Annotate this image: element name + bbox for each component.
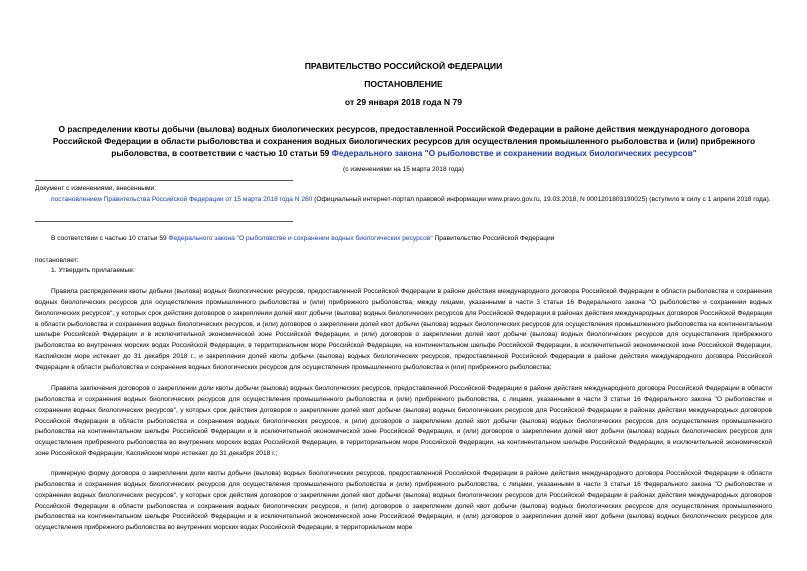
preamble xyxy=(35,234,772,245)
amendment-link[interactable]: постановлением Правительства Российской Федерации от 15 марта 2018 года N 260 xyxy=(51,195,313,203)
document-title xyxy=(34,123,774,159)
document-type: ПОСТАНОВЛЕНИЕ xyxy=(364,79,443,89)
paragraph-contract-form xyxy=(35,469,772,534)
paragraph-1-text: Правила распределения квоты добычи (вылова) водных биологических ресурсов, предоставленной Российской Федерации в районе действия международного договора Российской Федерации в области рыболовства и сохранения водных биологических ресурсов для осуществления промышленного рыболовства и (или) прибрежного рыболовства, между лицами, указанными в части 3 статьи 16 Федерального закона "О рыболовстве и сохранении водных биологических ресурсов", у которых срок действия договоров о закреплении долей квот добычи (вылова) водных биологических ресурсов для Российской Федерации в районах действия международных договоров Российской Федерации в области рыболовства и сохранения водных биологических ресурсов, и (или) договоров о закреплении долей квот добычи (вылова) водных биологических ресурсов для осуществления промышленного рыболовства на континентальном шельфе Российской Федерации и в исключительной экономической зоне Российской Федерации, и (или) договоров о закреплении долей квот добычи (вылова) водных биологических ресурсов для осуществления прибрежного рыболовства во внутренних морских водах Российской Федерации, в территориальном море Российской Федерации, на континентальном шельфе Российской Федерации, в исключительной экономической зоне Российской Федерации, Каспийском море истекает до 31 декабря 2018 г., и закрепления долей квоты добычи (вылова) водных биологических ресурсов, предоставленной Российской Федерации в районе действия международного договора Российской Федерации в области рыболовства и сохранения водных биологических ресурсов для осуществления промышленного рыболовства и (или) прибрежного рыболовства; xyxy=(35,288,772,371)
paragraph-rules-distribution xyxy=(35,287,772,374)
changes-note: (с изменениями на 15 марта 2018 года) xyxy=(343,166,464,173)
preamble-law-link[interactable]: Федерального закона "О рыболовстве и сохранении водных биологических ресурсов" xyxy=(168,235,433,242)
government-heading: ПРАВИТЕЛЬСТВО РОССИЙСКОЙ ФЕДЕРАЦИИ xyxy=(304,61,503,71)
amendments-block xyxy=(35,184,772,206)
document-date-number: от 29 января 2018 года N 79 xyxy=(344,97,463,107)
item-1 xyxy=(35,266,772,277)
preamble-suffix: Правительство Российской Федерации xyxy=(432,235,555,242)
divider-bottom xyxy=(35,221,293,222)
amendment-details: (Официальный интернет-портал правовой информации www.pravo.gov.ru, 19.03.2018, N 0001201803190025) (вступило в силу с 1 апреля 2018 года). xyxy=(312,195,771,203)
paragraph-rules-contracts xyxy=(35,384,772,460)
resolves-text: постановляет: xyxy=(35,257,79,264)
paragraph-2-text: Правила заключения договоров о закреплении доли квоты добычи (вылова) водных биологических ресурсов, предоставленной Российской Федерации в районе действия международного договора Российской Федерации в области рыболовства и сохранения водных биологических ресурсов для осуществления промышленного рыболовства и (или) прибрежного рыболовства, с лицами, указанными в части 3 статьи 16 Федерального закона "О рыболовстве и сохранении водных биологических ресурсов", у которых срок действия договоров о закреплении долей квот добычи (вылова) водных биологических ресурсов для Российской Федерации в районах действия международных договоров Российской Федерации в области рыболовства и сохранения водных биологических ресурсов, и (или) договоров о закреплении долей квот добычи (вылова) водных биологических ресурсов для осуществления промышленного рыболовства на континентальном шельфе Российской Федерации и в исключительной экономической зоне Российской Федерации, и (или) договоров о закреплении долей квот добычи (вылова) водных биологических ресурсов для осуществления прибрежного рыболовства во внутренних морских водах Российской Федерации, в территориальном море Российской Федерации, на континентальном шельфе Российской Федерации, в исключительной экономической зоне Российской Федерации, Каспийском море истекает до 31 декабря 2018 г.; xyxy=(35,385,772,458)
item-1-text: 1. Утвердить прилагаемые: xyxy=(51,267,135,274)
preamble-text: В соответствии с частью 10 статьи 59 xyxy=(51,235,169,242)
federal-law-link[interactable]: Федерального закона "О рыболовстве и сохранении водных биологических ресурсов" xyxy=(331,148,697,158)
divider-top xyxy=(35,180,293,181)
amendments-heading: Документ с изменениями, внесенными: xyxy=(35,185,157,192)
paragraph-3-text: примерную форму договора о закреплении доли квоты добычи (вылова) водных биологических ресурсов, предоставленной Российской Федерации в районе действия международного договора Российской Федерации в области рыболовства и сохранения водных биологических ресурсов для осуществления промышленного рыболовства и (или) прибрежного рыболовства, с лицами, указанными в части 3 статьи 16 Федерального закона "О рыболовстве и сохранении водных биологических ресурсов", у которых срок действия договоров о закреплении долей квот добычи (вылова) водных биологических ресурсов для Российской Федерации в районах действия международных договоров Российской Федерации в области рыболовства и сохранения водных биологических ресурсов, и (или) договоров о закреплении долей квот добычи (вылова) водных биологических ресурсов для осуществления промышленного рыболовства на континентальном шельфе Российской Федерации и в исключительной экономической зоне Российской Федерации, и (или) договоров о закреплении долей квот добычи (вылова) водных биологических ресурсов для осуществления прибрежного рыболовства во внутренних морских водах Российской Федерации, в территориальном море xyxy=(35,470,772,532)
title-text: О распределении квоты добычи (вылова) водных биологических ресурсов, предоставленной Российской Федерации в районе действия международного договора Российской Федерации в области рыболовства и сохранения водных биологических ресурсов для осуществления промышленного рыболовства и (или) прибрежного рыболовства, в соответствии с частью 10 статьи 59 xyxy=(52,124,756,158)
